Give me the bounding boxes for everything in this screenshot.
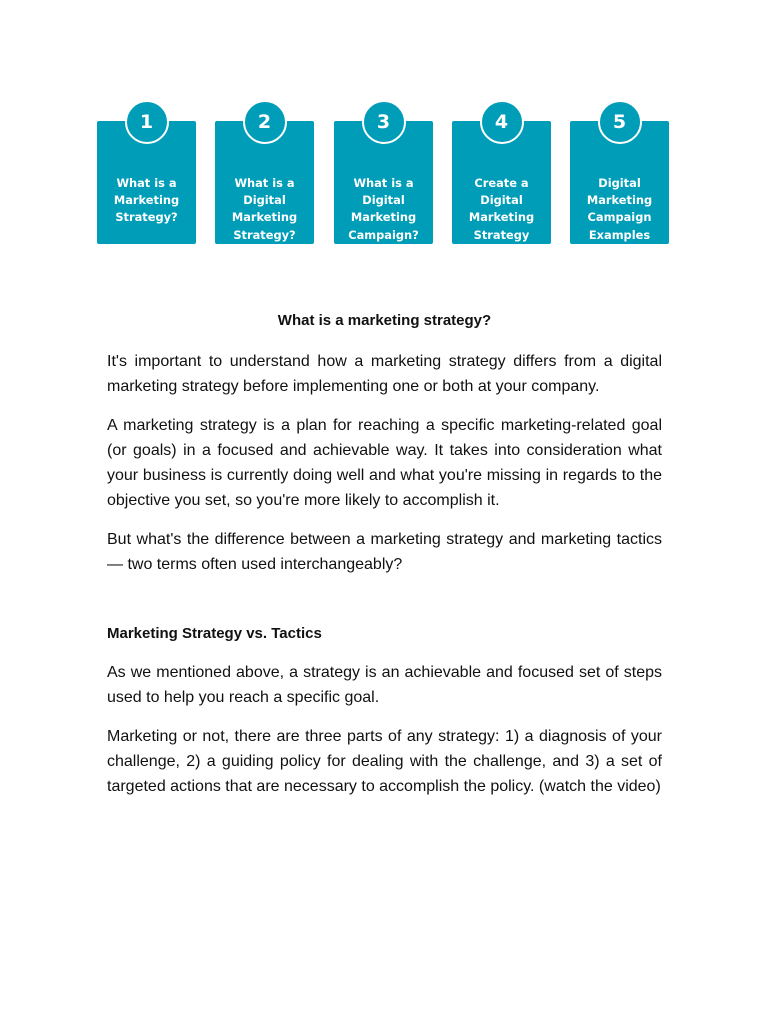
step-number-badge: 5 [598, 100, 642, 144]
step-4 [452, 100, 551, 244]
paragraph: As we mentioned above, a strategy is an achievable and focused set of steps used to help you reach a specific goal. [107, 664, 662, 706]
step-2 [215, 100, 314, 244]
paragraph: Marketing or not, there are three parts of any strategy: 1) a diagnosis of your challenge, 2) a guiding policy for dealing with the challenge, and 3) a set of targeted actions that are necessary to accomplish the policy. (watch the video) [107, 728, 662, 795]
step-number-badge: 3 [362, 100, 406, 144]
article-body [107, 308, 662, 813]
step-1 [97, 100, 196, 244]
step-label: Create a Digital Marketing Strategy [468, 176, 535, 242]
step-3 [334, 100, 433, 244]
step-number-badge: 2 [243, 100, 287, 144]
paragraph: A marketing strategy is a plan for reaching a specific marketing-related goal (or goals) in a focused and achievable way. It takes into consideration what your business is currently doing well and what you're missing in regards to the objective you set, so you're more likely to accomplish it. [107, 417, 662, 509]
step-label: What is a Digital Marketing Campaign? [348, 176, 419, 242]
article-heading: What is a marketing strategy? [277, 312, 492, 329]
step-label: What is a Digital Marketing Strategy? [231, 176, 298, 242]
section-heading: Marketing Strategy vs. Tactics [107, 625, 322, 642]
step-5 [570, 100, 669, 244]
step-number-badge: 1 [125, 100, 169, 144]
paragraph: It's important to understand how a marketing strategy differs from a digital marketing strategy before implementing one or both at your company. [107, 353, 662, 395]
step-label: Digital Marketing Campaign Examples [586, 176, 653, 242]
step-number-badge: 4 [480, 100, 524, 144]
paragraph: But what's the difference between a marketing strategy and marketing tactics — two terms often used interchangeably? [107, 531, 662, 573]
step-label: What is a Marketing Strategy? [113, 176, 180, 225]
steps-infographic [97, 100, 669, 244]
